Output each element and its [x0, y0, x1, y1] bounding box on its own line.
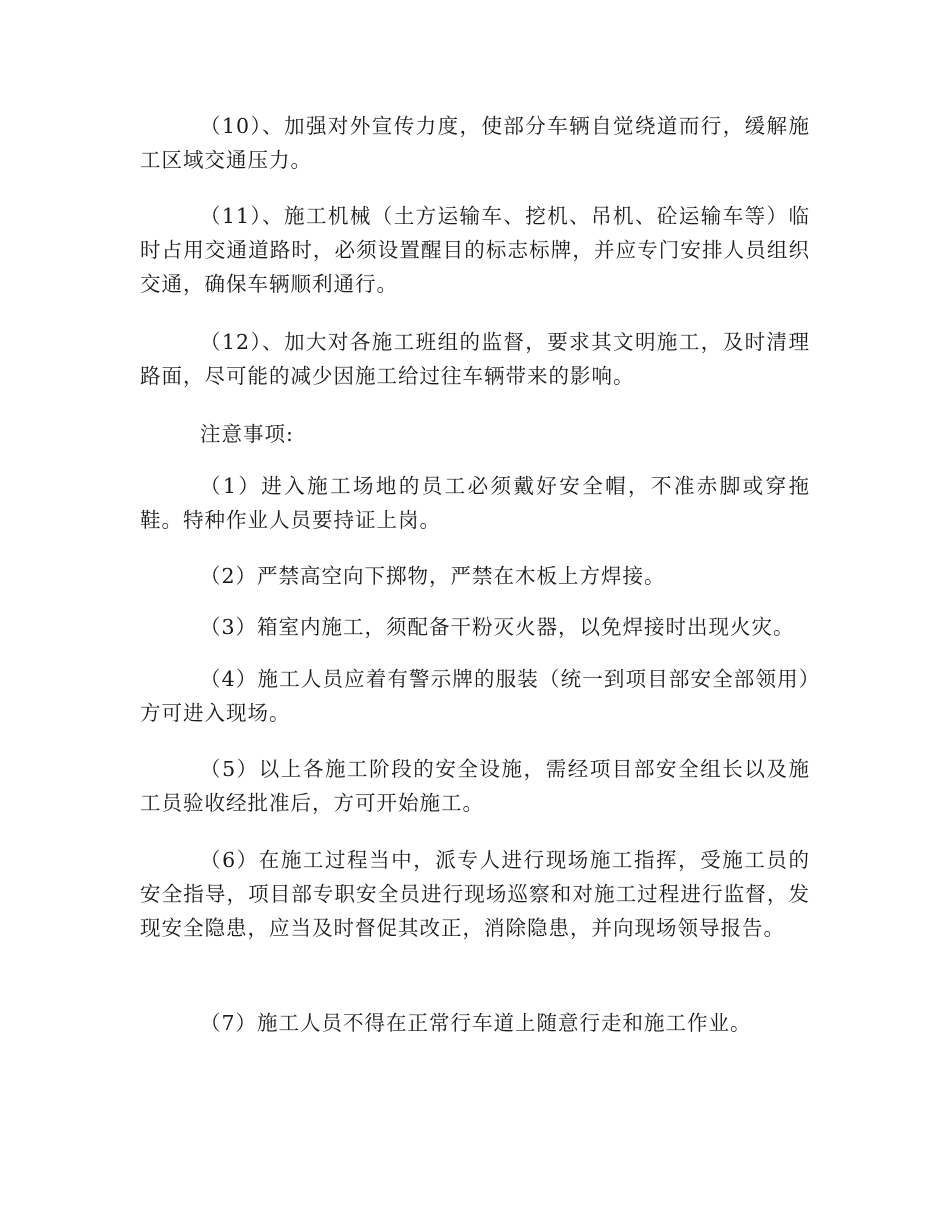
note-item-7: （7）施工人员不得在正常行车道上随意行走和施工作业。	[200, 1011, 752, 1035]
note-item-4: （4）施工人员应着有警示牌的服装（统一到项目部安全部领用）方可进入现场。	[140, 667, 810, 725]
notes-heading: 注意事项:	[200, 422, 294, 446]
note-item-6: （6）在施工过程当中，派专人进行现场施工指挥，受施工员的安全指导，项目部专职安全员进行现场巡察和对施工过程进行监督，发现安全隐患，应当及时督促其改正，消除隐患，并向现场领导报告。	[140, 848, 810, 940]
paragraph-11: （11）、施工机械（土方运输车、挖机、吊机、砼运输车等）临时占用交通道路时，必须设置醒目的标志标牌，并应专门安排人员组织交通，确保车辆顺利通行。	[140, 204, 810, 296]
paragraph-12: （12）、加大对各施工班组的监督，要求其文明施工，及时清理路面，尽可能的减少因施工给过往车辆带来的影响。	[140, 330, 810, 388]
note-item-2: （2）严禁高空向下掷物，严禁在木板上方焊接。	[200, 564, 666, 588]
paragraph-10: （10）、加强对外宣传力度，使部分车辆自觉绕道而行，缓解施工区域交通压力。	[140, 114, 810, 172]
note-item-5: （5）以上各施工阶段的安全设施，需经项目部安全组长以及施工员验收经批准后，方可开始施工。	[140, 757, 810, 815]
note-item-3: （3）箱室内施工，须配备干粉灭火器，以免焊接时出现火灾。	[200, 615, 795, 639]
note-item-1: （1）进入施工场地的员工必须戴好安全帽，不准赤脚或穿拖鞋。特种作业人员要持证上岗。	[140, 474, 810, 532]
